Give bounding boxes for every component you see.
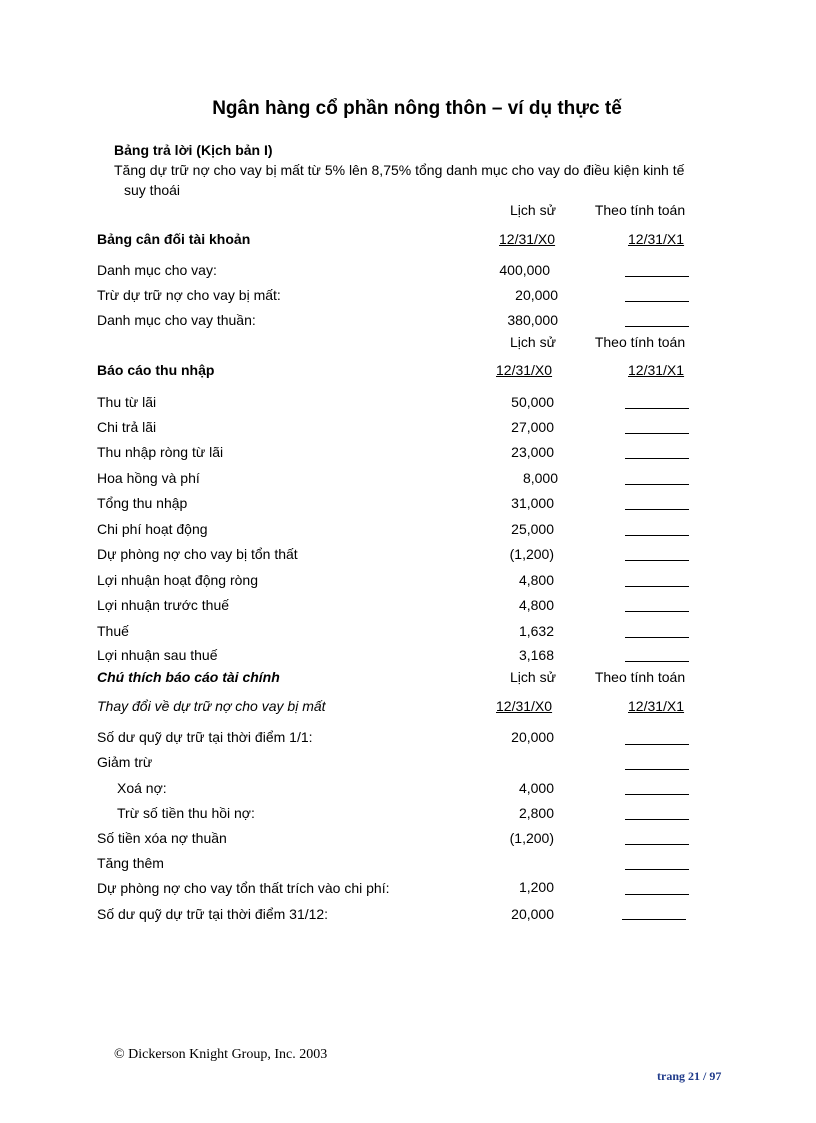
income-row-label: Dự phòng nợ cho vay bị tổn thất <box>97 546 298 562</box>
blank-answer-line <box>625 509 689 510</box>
date-hist: 12/31/X0 <box>499 231 556 247</box>
income-row-label: Thu nhập ròng từ lãi <box>97 444 224 460</box>
page-title: Ngân hàng cổ phần nông thôn – ví dụ thực tế <box>212 98 622 119</box>
notes-row-label: Số dư quỹ dự trữ tại thời điểm 31/12: <box>97 906 329 922</box>
notes-row-label: Giảm trừ <box>97 754 153 770</box>
blank-answer-line <box>625 869 689 870</box>
balance-row-label: Danh mục cho vay: <box>97 262 217 278</box>
income-row-value: 23,000 <box>511 444 554 460</box>
blank-answer-line <box>625 661 689 662</box>
notes-row-label: Trừ số tiền thu hồi nợ: <box>117 805 255 821</box>
scenario-description-line1: Tăng dự trữ nợ cho vay bị mất từ 5% lên 8,75% tổng danh mục cho vay do điều kiện kinh tế <box>114 162 685 178</box>
income-row-value: 3,168 <box>518 647 554 663</box>
blank-answer-line <box>625 586 689 587</box>
balance-sheet-heading: Bảng cân đối tài khoản <box>97 231 251 247</box>
balance-row-value: 400,000 <box>499 262 550 278</box>
scenario-description-line2: suy thoái <box>124 182 181 198</box>
copyright-footer: © Dickerson Knight Group, Inc. 2003 <box>114 1047 328 1062</box>
income-row-value: 50,000 <box>511 394 554 410</box>
income-row-label: Lợi nhuận sau thuế <box>97 647 218 663</box>
col-calc-header: Theo tính toán <box>594 202 686 218</box>
blank-answer-line <box>625 819 689 820</box>
balance-row-value: 20,000 <box>515 287 558 303</box>
income-row-value: 31,000 <box>511 495 554 511</box>
blank-answer-line <box>625 276 689 277</box>
blank-answer-line <box>625 301 689 302</box>
blank-answer-line <box>625 794 689 795</box>
blank-answer-line <box>625 408 689 409</box>
blank-answer-line <box>622 919 686 920</box>
balance-row-label: Trừ dự trữ nợ cho vay bị mất: <box>97 287 281 303</box>
notes-subheading: Thay đổi về dự trữ nợ cho vay bị mất <box>97 698 326 714</box>
notes-row-label: Số dư quỹ dự trữ tại thời điểm 1/1: <box>97 729 313 745</box>
page-number: trang 21 / 97 <box>657 1069 722 1083</box>
blank-answer-line <box>625 560 689 561</box>
income-row-label: Hoa hồng và phí <box>97 470 200 486</box>
income-statement-heading: Báo cáo thu nhập <box>97 362 215 378</box>
col-hist-header: Lịch sử <box>510 334 556 350</box>
date-calc: 12/31/X1 <box>628 698 685 714</box>
blank-answer-line <box>625 637 689 638</box>
blank-answer-line <box>625 611 689 612</box>
date-hist: 12/31/X0 <box>496 698 553 714</box>
income-row-value: 8,000 <box>522 470 558 486</box>
notes-row-value: 1,200 <box>518 879 554 895</box>
balance-row-label: Danh mục cho vay thuần: <box>97 312 256 328</box>
answer-sheet-subtitle: Bảng trả lời (Kịch bản I) <box>114 142 273 158</box>
notes-row-label: Dự phòng nợ cho vay tổn thất trích vào chi phí: <box>97 880 390 896</box>
income-row-label: Lợi nhuận trước thuế <box>97 597 230 613</box>
income-row-value: (1,200) <box>509 546 554 562</box>
blank-answer-line <box>625 769 689 770</box>
notes-row-label: Tăng thêm <box>97 855 164 871</box>
income-row-value: 1,632 <box>518 623 554 639</box>
notes-row-value: 20,000 <box>511 906 554 922</box>
notes-row-value: 4,000 <box>518 780 554 796</box>
income-row-label: Thuế <box>97 623 129 639</box>
notes-row-value: 2,800 <box>518 805 554 821</box>
notes-row-value: (1,200) <box>509 830 554 846</box>
income-row-label: Chi trả lãi <box>97 419 157 435</box>
notes-row-value: 20,000 <box>511 729 554 745</box>
col-calc-header: Theo tính toán <box>594 669 686 685</box>
blank-answer-line <box>625 844 689 845</box>
income-row-value: 4,800 <box>518 597 554 613</box>
date-calc: 12/31/X1 <box>628 231 685 247</box>
col-calc-header: Theo tính toán <box>594 334 686 350</box>
income-row-value: 25,000 <box>511 521 554 537</box>
blank-answer-line <box>625 433 689 434</box>
col-hist-header: Lịch sử <box>510 202 556 218</box>
blank-answer-line <box>625 535 689 536</box>
income-row-label: Lợi nhuận hoạt động ròng <box>97 572 258 588</box>
income-row-value: 4,800 <box>518 572 554 588</box>
blank-answer-line <box>625 894 689 895</box>
date-calc: 12/31/X1 <box>628 362 685 378</box>
notes-heading: Chú thích báo cáo tài chính <box>97 669 280 685</box>
col-hist-header: Lịch sử <box>510 669 556 685</box>
balance-row-value: 380,000 <box>507 312 558 328</box>
income-row-label: Thu từ lãi <box>97 394 157 410</box>
blank-answer-line <box>625 326 689 327</box>
income-row-label: Tổng thu nhập <box>97 495 188 511</box>
blank-answer-line <box>625 484 689 485</box>
blank-answer-line <box>625 458 689 459</box>
notes-row-label: Số tiền xóa nợ thuần <box>97 830 227 846</box>
notes-row-label: Xoá nợ: <box>117 780 167 796</box>
income-row-label: Chi phí hoạt động <box>97 521 208 537</box>
income-row-value: 27,000 <box>511 419 554 435</box>
date-hist: 12/31/X0 <box>496 362 553 378</box>
blank-answer-line <box>625 744 689 745</box>
